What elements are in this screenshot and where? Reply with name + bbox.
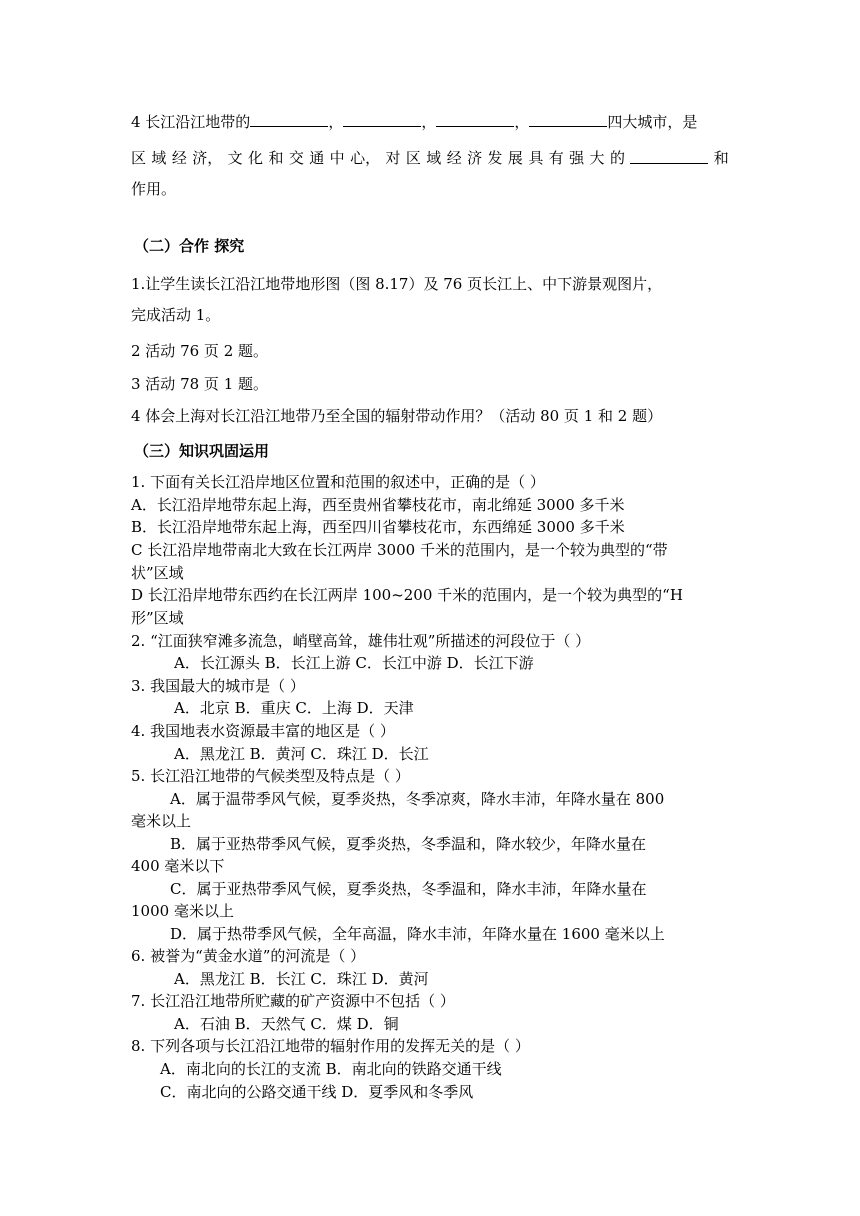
section2-item-3: 3 活动 78 页 1 题。 [131, 375, 269, 393]
char: 化 [248, 149, 264, 167]
intro-q4-line2 [131, 147, 729, 169]
char: 展 [507, 149, 523, 167]
char: 和 [713, 149, 729, 167]
separator: ， [328, 113, 344, 131]
char: 强 [569, 149, 585, 167]
char: 发 [487, 149, 503, 167]
q5-option-a: A．属于温带季风气候，夏季炎热，冬季凉爽，降水丰沛，年降水量在 800 [170, 790, 665, 808]
q5-option-a-cont: 毫米以上 [131, 812, 192, 830]
fill-blank-2[interactable] [343, 110, 421, 127]
q5-stem: 5. 长江沿江地带的气候类型及特点是（ ） [131, 767, 410, 785]
q7-stem: 7. 长江沿江地带所贮藏的矿产资源中不包括（ ） [131, 992, 455, 1010]
char: 济， [192, 149, 223, 167]
q1-option-d-cont: 形”区域 [131, 609, 184, 627]
char: 济 [467, 149, 483, 167]
q3-options: A．北京 B．重庆 C．上海 D．天津 [174, 699, 414, 717]
intro-q4-suffix: 四大城市，是 [607, 113, 698, 131]
char: 区 [131, 149, 147, 167]
char: 交 [288, 149, 304, 167]
section2-item-4: 4 体会上海对长江沿江地带乃至全国的辐射带动作用？（活动 80 页 1 和 2 题） [131, 407, 663, 425]
char: 通 [309, 149, 325, 167]
char: 经 [171, 149, 187, 167]
char: 域 [426, 149, 442, 167]
section2-item-2: 2 活动 76 页 2 题。 [131, 342, 269, 360]
char: 对 [385, 149, 401, 167]
char: 和 [268, 149, 284, 167]
q1-option-d: D 长江沿岸地带东西约在长江两岸 100~200 千米的范围内，是一个较为典型的“H [131, 586, 683, 604]
char: 大 [589, 149, 605, 167]
q6-options: A．黑龙江 B．长江 C．珠江 D．黄河 [174, 970, 429, 988]
q5-option-b: B．属于亚热带季风气候，夏季炎热，冬季温和，降水较少，年降水量在 [170, 835, 647, 853]
section2-item-1-cont: 完成活动 1。 [131, 306, 221, 324]
intro-q4-prefix: 4 长江沿江地带的 [131, 113, 251, 131]
intro-q4-line1 [131, 110, 697, 133]
char: 的 [609, 149, 625, 167]
char: 区 [405, 149, 421, 167]
q1-stem: 1. 下面有关长江沿岸地区位置和范围的叙述中，正确的是（ ） [131, 473, 545, 491]
section3-heading: （三）知识巩固运用 [134, 442, 270, 460]
fill-blank-5[interactable] [630, 147, 708, 164]
q4-options: A．黑龙江 B．黄河 C．珠江 D．长江 [174, 745, 429, 763]
intro-q4-line3: 作用。 [131, 180, 177, 198]
q8-options-row2: C．南北向的公路交通干线 D．夏季风和冬季风 [160, 1083, 474, 1101]
section2-heading: （二）合作 探究 [134, 237, 245, 255]
char: 文 [227, 149, 243, 167]
q1-option-a: A．长江沿岸地带东起上海，西至贵州省攀枝花市，南北绵延 3000 多千米 [131, 496, 625, 514]
char: 有 [548, 149, 564, 167]
q3-stem: 3. 我国最大的城市是（ ） [131, 677, 305, 695]
char: 域 [151, 149, 167, 167]
q5-option-b-cont: 400 毫米以下 [131, 857, 225, 875]
q5-option-c-cont: 1000 毫米以上 [131, 902, 234, 920]
separator: ， [514, 113, 530, 131]
q1-option-c: C 长江沿岸地带南北大致在长江两岸 3000 千米的范围内，是一个较为典型的“带 [131, 541, 668, 559]
fill-blank-1[interactable] [250, 110, 328, 127]
q4-stem: 4. 我国地表水资源最丰富的地区是（ ） [131, 722, 395, 740]
char: 具 [528, 149, 544, 167]
q2-stem: 2. “江面狭窄滩多流急，峭壁高耸，雄伟壮观”所描述的河段位于（ ） [131, 632, 591, 650]
q6-stem: 6. 被誉为“黄金水道”的河流是（ ） [131, 947, 366, 965]
section2-item-1: 1.让学生读长江沿江地带地形图（图 8.17）及 76 页长江上、中下游景观图片， [131, 275, 663, 293]
char: 中 [329, 149, 345, 167]
separator: ， [421, 113, 437, 131]
q1-option-b: B．长江沿岸地带东起上海，西至四川省攀枝花市，东西绵延 3000 多千米 [131, 518, 625, 536]
q2-options: A．长江源头 B．长江上游 C．长江中游 D．长江下游 [174, 654, 534, 672]
q1-option-c-cont: 状”区域 [131, 564, 184, 582]
fill-blank-4[interactable] [529, 110, 607, 127]
q7-options: A．石油 B．天然气 C．煤 D．铜 [174, 1015, 399, 1033]
q8-options-row1: A．南北向的长江的支流 B．南北向的铁路交通干线 [160, 1060, 502, 1078]
intro-q4-line2-row [131, 147, 729, 169]
fill-blank-3[interactable] [436, 110, 514, 127]
char: 心， [350, 149, 381, 167]
q8-stem: 8. 下列各项与长江沿江地带的辐射作用的发挥无关的是（ ） [131, 1037, 530, 1055]
q5-option-d: D．属于热带季风气候，全年高温，降水丰沛，年降水量在 1600 毫米以上 [170, 925, 665, 943]
q5-option-c: C．属于亚热带季风气候，夏季炎热，冬季温和，降水丰沛，年降水量在 [170, 880, 647, 898]
char: 经 [446, 149, 462, 167]
